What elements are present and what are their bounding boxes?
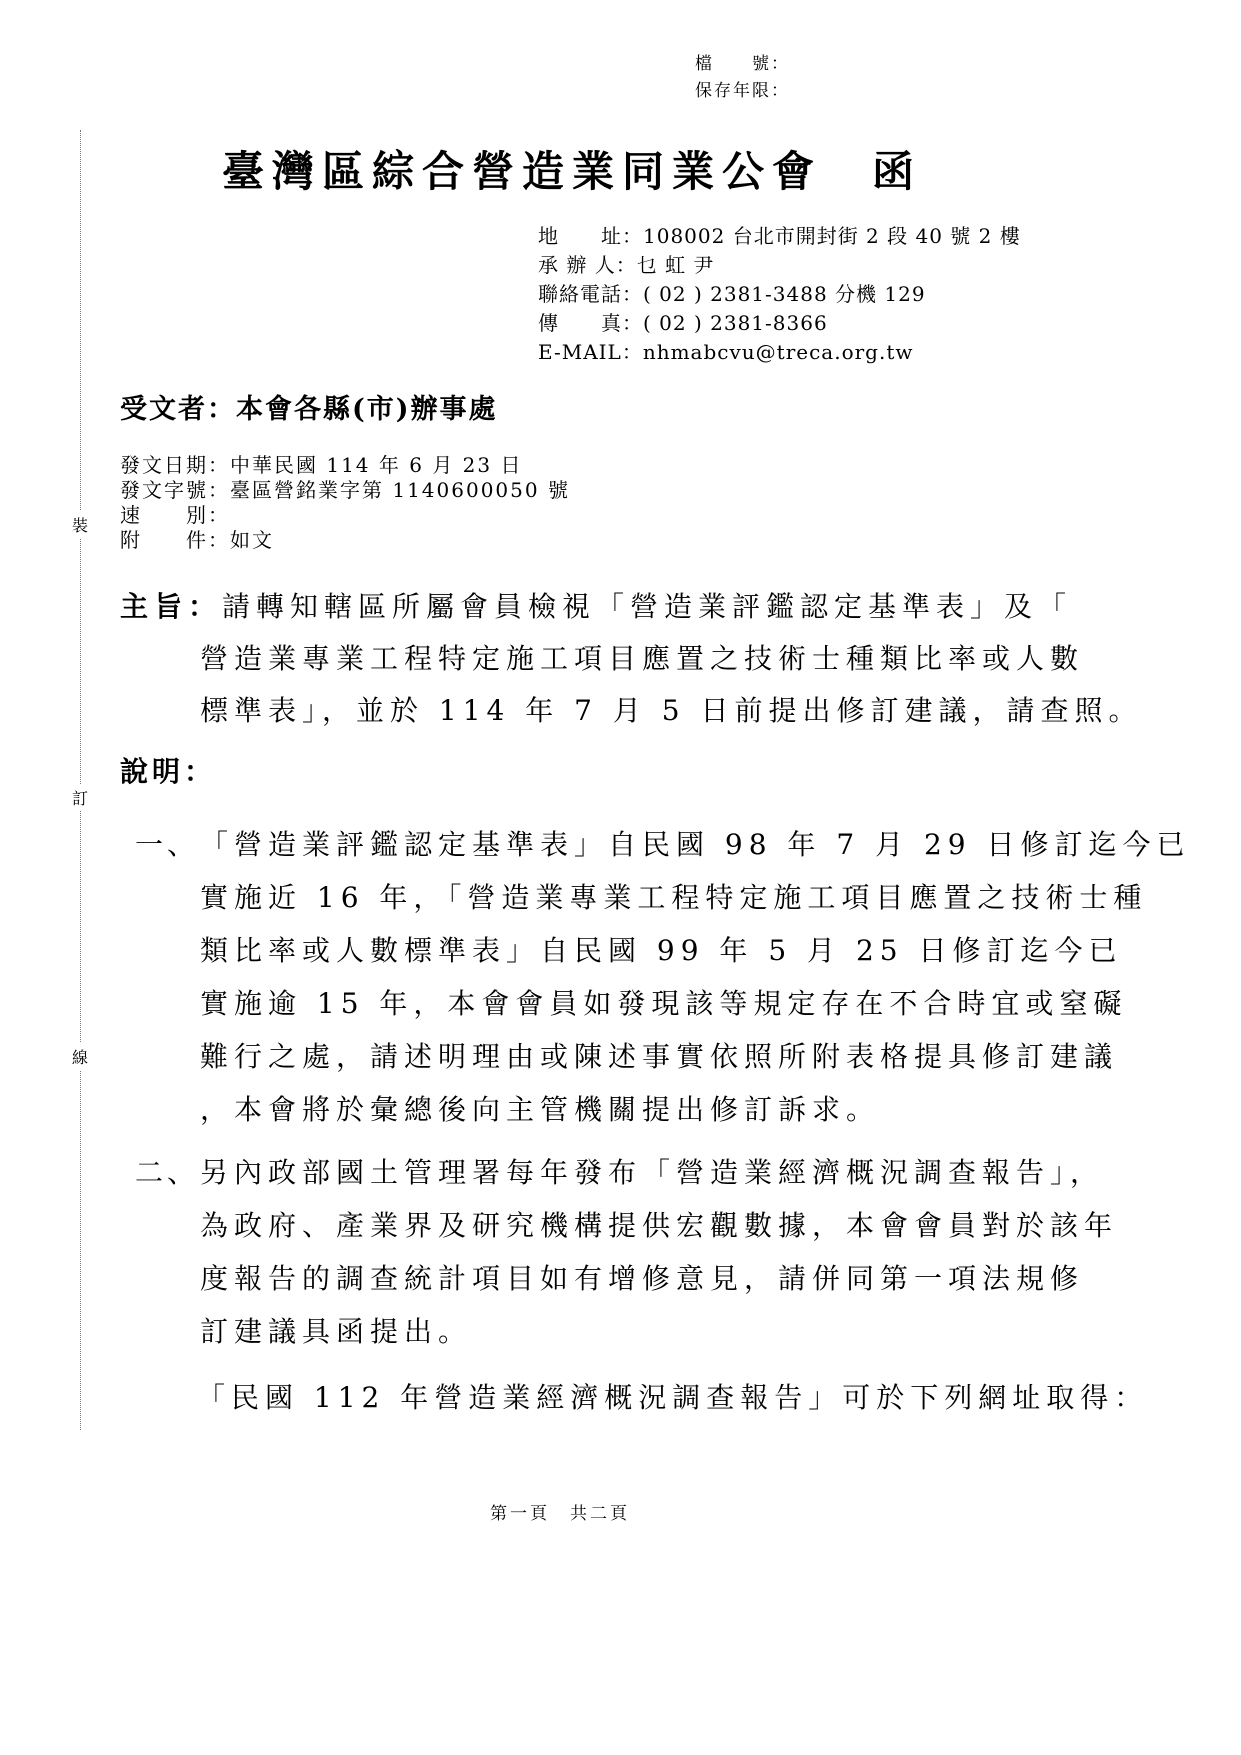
item-1-line: 難行之處，請述明理由或陳述事實依照所附表格提具修訂建議: [200, 1040, 1119, 1073]
subject-line-1-text: 請轉知轄區所屬會員檢視「營造業評鑑認定基準表」及「: [222, 590, 1073, 623]
item-2-line: 另內政部國土管理署每年發布「營造業經濟概況調查報告」，: [200, 1156, 1105, 1189]
item-1-number: 一、: [135, 828, 200, 861]
report-availability-note: 「民國 112 年營造業經濟概況調查報告」可於下列網址取得：: [197, 1381, 1149, 1414]
subject-line-1: [120, 581, 1142, 633]
sender-fax: 傳 真：( 02 ) 2381-8366: [538, 311, 828, 335]
explanation-item-1: [135, 818, 1190, 1136]
binding-char-xian: 線: [72, 1043, 88, 1070]
binding-char-ding: 訂: [72, 784, 88, 811]
item-1-line: 「營造業評鑑認定基準表」自民國 98 年 7 月 29 日修訂迄今已: [200, 828, 1191, 861]
dispatch-date: 發文日期：中華民國 114 年 6 月 23 日: [120, 453, 523, 477]
file-number-label: 檔 號：: [695, 54, 790, 74]
retention-period-label: 保存年限：: [695, 81, 790, 101]
document-title: 臺灣區綜合營造業同業公會 函: [222, 147, 923, 196]
item-1-line: 實施逾 15 年，本會會員如發現該等規定存在不合時宜或窒礙: [200, 987, 1128, 1020]
binding-dotted-line: [80, 130, 81, 1430]
item-1-lines: [200, 818, 1190, 1136]
subject-label: 主旨：: [120, 590, 223, 623]
sender-email: E-MAIL：nhmabcvu@treca.org.tw: [538, 340, 914, 364]
item-2-line: 為政府、產業界及研究機構提供宏觀數據，本會會員對於該年: [200, 1209, 1119, 1242]
sender-phone: 聯絡電話：( 02 ) 2381-3488 分機 129: [538, 282, 926, 306]
item-1-line: ，本會將於彙總後向主管機關提出修訂訴求。: [200, 1093, 881, 1126]
explanation-item-2: [135, 1146, 1118, 1358]
item-1-line: 實施近 16 年，「營造業專業工程特定施工項目應置之技術士種: [200, 881, 1148, 914]
archive-header-block: [695, 51, 790, 105]
dispatch-meta-block: [120, 453, 570, 553]
item-2-line: 度報告的調查統計項目如有增修意見，請併同第一項法規修: [200, 1262, 1085, 1295]
recipient-line: 受文者：本會各縣(市)辦事處: [120, 394, 498, 425]
explanation-label: 說明：: [120, 755, 217, 788]
item-2-line: 訂建議具函提出。: [200, 1315, 473, 1348]
subject-line-2: 營造業專業工程特定施工項目應置之技術士種類比率或人數: [200, 642, 1085, 675]
sender-address: 地 址：108002 台北市開封街 2 段 40 號 2 樓: [538, 224, 1021, 248]
sender-contact-person: 承 辦 人：乜 虹 尹: [538, 253, 715, 277]
subject-line-3: 標準表」，並於 114 年 7 月 5 日前提出修訂建議，請查照。: [200, 694, 1143, 727]
item-1-line: 類比率或人數標準表」自民國 99 年 5 月 25 日修訂迄今已: [200, 934, 1123, 967]
dispatch-speed: 速 別：: [120, 503, 230, 527]
page-number-footer: 第一頁 共二頁: [490, 1504, 630, 1524]
dispatch-ref-number: 發文字號：臺區營銘業字第 1140600050 號: [120, 478, 570, 502]
subject-paragraph: [120, 581, 1142, 737]
sender-info-block: [538, 222, 1021, 367]
item-2-number: 二、: [135, 1156, 200, 1189]
dispatch-attachment: 附 件：如文: [120, 528, 274, 552]
binding-char-zhuang: 裝: [72, 511, 88, 538]
item-2-lines: [200, 1146, 1118, 1358]
